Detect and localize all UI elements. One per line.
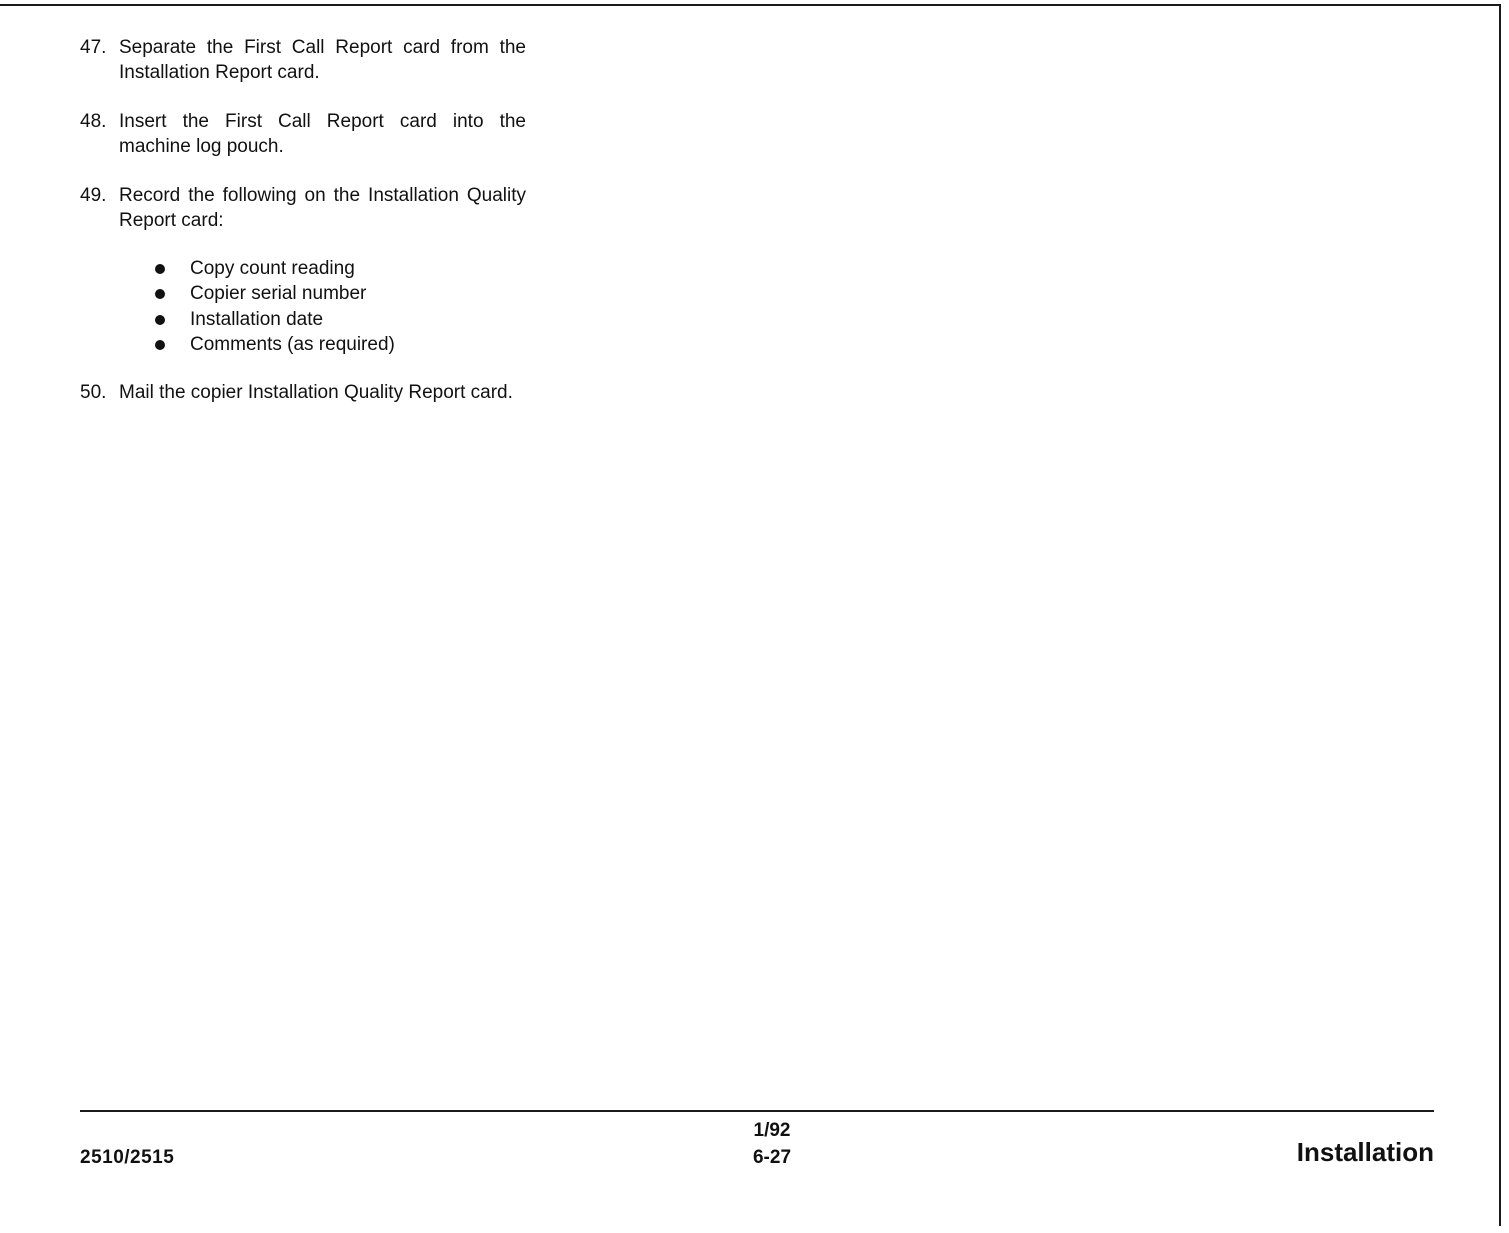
step-48 [80,110,526,159]
step-47 [80,36,526,85]
right-border-rule [1499,4,1501,1226]
list-item-text: Comments (as required) [190,333,395,355]
bullet-icon [155,340,165,350]
step-number: 49. [80,185,107,206]
footer-page-info [722,1117,822,1171]
step-number: 47. [80,37,107,58]
step-text: Insert the First Call Report card into the machine log pouch. [119,111,526,157]
step-number: 48. [80,111,107,132]
step-text: Record the following on the Installation Quality Report card: [119,185,526,231]
bullet-icon [155,315,165,325]
list-item-text: Copy count reading [190,258,355,279]
list-item [151,256,526,281]
step-50 [80,381,526,406]
step-text: Mail the copier Installation Quality Report card. [119,382,513,404]
step-text: Separate the First Call Report card from the Installation Report card. [119,37,526,83]
step-49 [80,184,526,233]
footer-section-title: Installation [1296,1137,1434,1167]
top-border-rule [0,4,1500,6]
bullet-icon [155,289,165,299]
list-item [151,307,526,332]
footer-date: 1/92 [753,1120,791,1141]
footer-model-number: 2510/2515 [80,1147,175,1168]
list-item-text: Installation date [190,308,324,330]
list-item-text: Copier serial number [190,283,367,305]
bullet-icon [155,264,165,274]
record-items-list [80,256,526,357]
footer-page-number: 6-27 [752,1147,792,1168]
list-item [151,332,526,357]
list-item [151,281,526,306]
step-number: 50. [80,382,107,404]
footer-rule [80,1110,1434,1112]
procedure-steps [80,36,526,431]
